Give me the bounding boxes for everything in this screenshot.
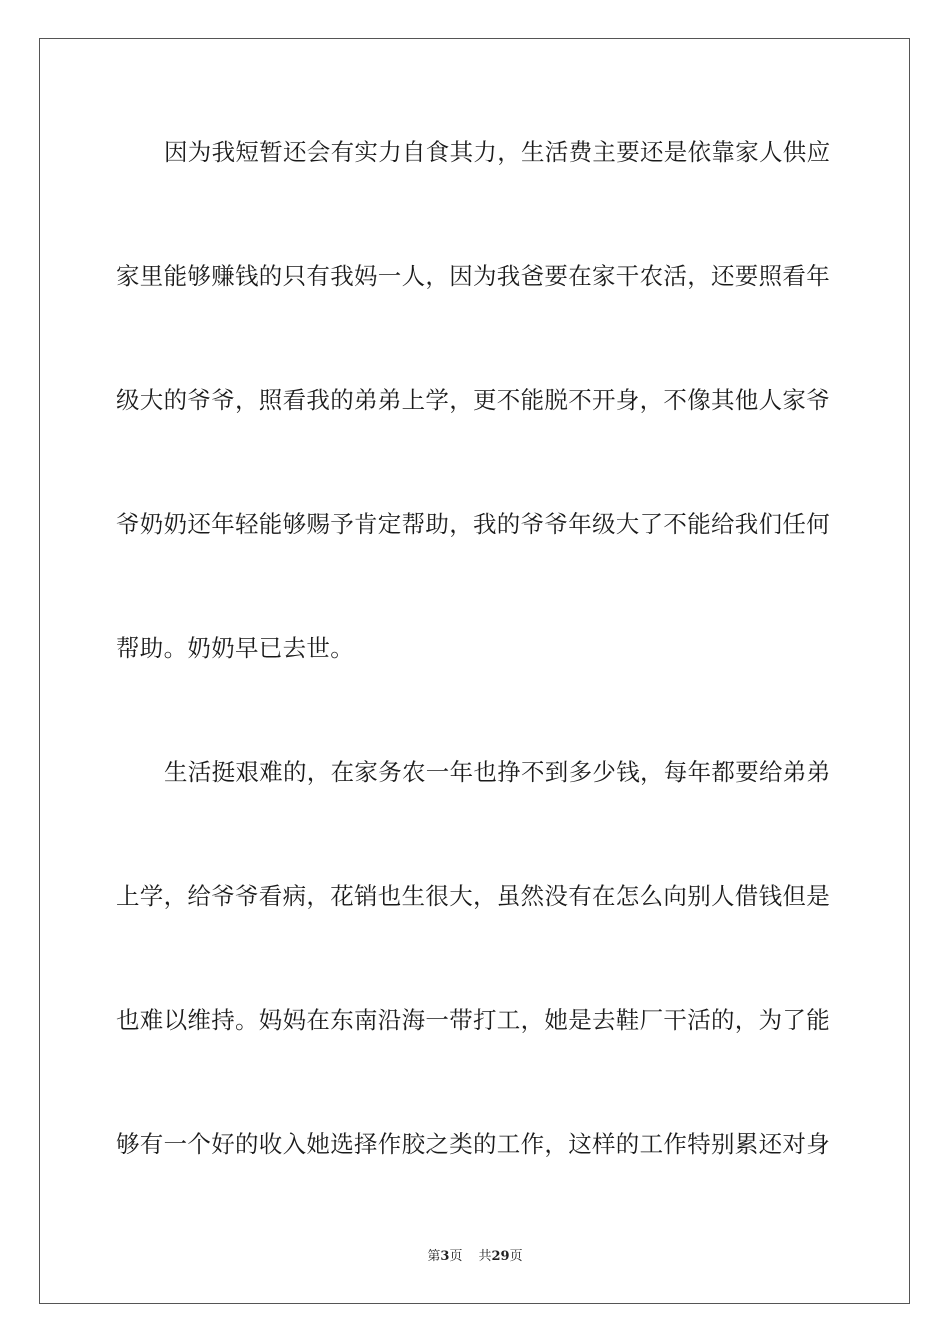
- page-suffix: 页: [449, 1249, 463, 1264]
- page-prefix: 第: [427, 1249, 441, 1264]
- total-suffix: 页: [509, 1249, 523, 1264]
- total-prefix: 共: [478, 1249, 492, 1264]
- paragraph-1-line-2: 家里能够赚钱的只有我妈一人，因为我爸要在家干农活，还要照看年: [116, 262, 830, 290]
- paragraph-2-line-1: 生活挺艰难的，在家务农一年也挣不到多少钱，每年都要给弟弟: [164, 758, 831, 786]
- paragraph-2-line-4: 够有一个好的收入她选择作胶之类的工作，这样的工作特别累还对身: [116, 1130, 830, 1158]
- paragraph-1-line-4: 爷奶奶还年轻能够赐予肯定帮助，我的爷爷年级大了不能给我们任何: [116, 510, 830, 538]
- total-pages: 29: [491, 1249, 510, 1264]
- page-number: 3: [440, 1249, 450, 1264]
- paragraph-2-line-2: 上学，给爷爷看病，花销也生很大，虽然没有在怎么向别人借钱但是: [116, 882, 830, 910]
- paragraph-1-line-5: 帮助。奶奶早已去世。: [116, 634, 354, 662]
- paragraph-2-line-3: 也难以维持。妈妈在东南沿海一带打工，她是去鞋厂干活的，为了能: [116, 1006, 830, 1034]
- page-border: [39, 38, 910, 1304]
- paragraph-1-line-1: 因为我短暂还会有实力自食其力，生活费主要还是依靠家人供应: [164, 138, 831, 166]
- page-footer: [0, 1248, 950, 1266]
- paragraph-1-line-3: 级大的爷爷，照看我的弟弟上学，更不能脱不开身，不像其他人家爷: [116, 386, 830, 414]
